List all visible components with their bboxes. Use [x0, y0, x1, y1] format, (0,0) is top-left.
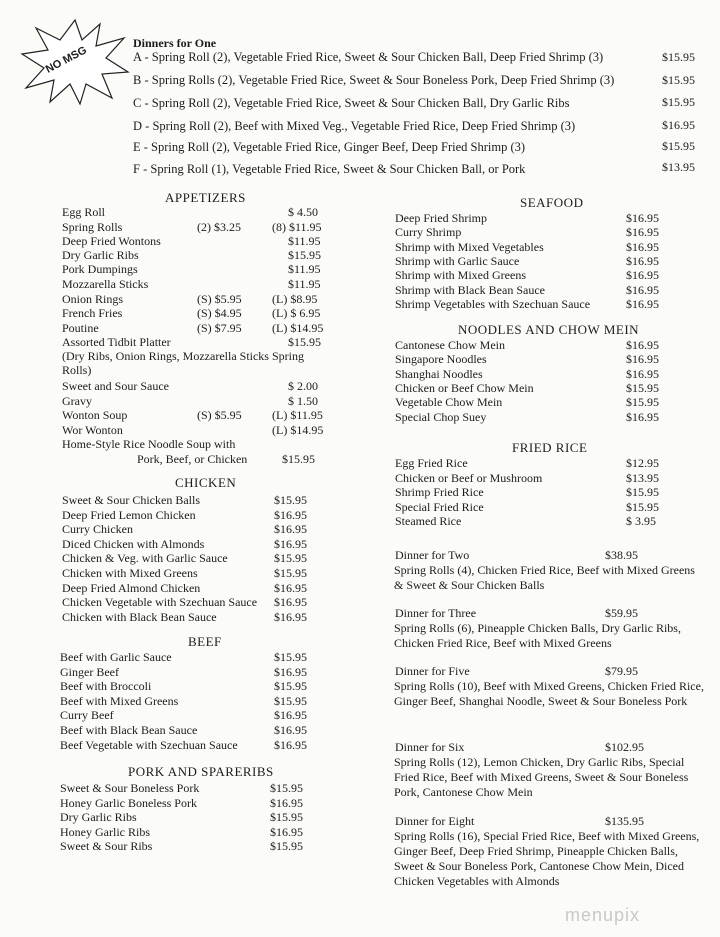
dinners-for-one-title: Dinners for One	[133, 36, 217, 50]
appetizer-small-price: (S) $7.95	[197, 321, 242, 335]
fried-rice-item-name: Egg Fried Rice	[395, 456, 468, 470]
chicken-item-price: $15.95	[274, 566, 307, 580]
seafood-item-price: $16.95	[626, 296, 659, 311]
beef-item-price: $16.95	[274, 737, 307, 752]
beef-item-name: Beef with Garlic Sauce	[60, 650, 172, 664]
chicken-item-name: Curry Chicken	[62, 522, 133, 537]
appetizer-small-price: (S) $5.95	[197, 292, 242, 306]
pork-item-name: Dry Garlic Ribs	[60, 810, 137, 825]
appetizer-price: $ 2.00	[288, 379, 318, 393]
pork-item-name: Honey Garlic Boneless Pork	[60, 795, 197, 810]
fried-rice-item-price: $15.95	[626, 499, 659, 514]
chicken-item-price: $15.95	[274, 551, 307, 566]
appetizer-price: $15.95	[288, 335, 321, 349]
appetizer-name: Poutine	[62, 321, 99, 335]
appetizer-name: Spring Rolls	[62, 220, 123, 234]
appetizer-name: Sweet and Sour Sauce	[62, 379, 169, 393]
noodle-item-name: Cantonese Chow Mein	[395, 338, 505, 352]
seafood-item-price: $16.95	[626, 253, 659, 268]
family-dinner-desc: Spring Rolls (10), Beef with Mixed Greens, Chicken Fried Rice, Ginger Beef, Shanghai Noodle, Sweet & Sour Boneless Pork	[394, 679, 704, 708]
dinner-one-item: D - Spring Roll (2), Beef with Mixed Veg., Vegetable Fried Rice, Deep Fried Shrimp (3)	[133, 119, 576, 133]
pork-item-price: $15.95	[270, 839, 303, 854]
noodle-item-price: $15.95	[626, 395, 659, 410]
chicken-item-name: Chicken Vegetable with Szechuan Sauce	[62, 595, 258, 610]
noodle-item-price: $16.95	[626, 338, 659, 352]
appetizer-price: (L) $14.95	[272, 423, 324, 437]
appetizer-name: Wor Wonton	[62, 423, 123, 437]
appetizer-price: $ 1.50	[288, 394, 318, 408]
noodles-heading: NOODLES AND CHOW MEIN	[458, 322, 640, 337]
dinner-one-item: E - Spring Roll (2), Vegetable Fried Rice, Ginger Beef, Deep Fried Shrimp (3)	[133, 140, 526, 154]
dinner-one-price: $13.95	[662, 160, 695, 174]
pork-item-name: Sweet & Sour Ribs	[60, 839, 153, 854]
appetizer-price: (8) $11.95	[272, 220, 322, 234]
beef-item-price: $16.95	[274, 708, 307, 723]
beef-item-name: Beef Vegetable with Szechuan Sauce	[60, 737, 238, 752]
seafood-item-name: Deep Fried Shrimp	[395, 211, 487, 225]
beef-item-name: Beef with Mixed Greens	[60, 693, 179, 708]
beef-item-price: $16.95	[274, 723, 307, 737]
fried-rice-item-price: $13.95	[626, 470, 659, 485]
chicken-item-name: Sweet & Sour Chicken Balls	[62, 493, 200, 507]
seafood-item-price: $16.95	[626, 239, 659, 254]
appetizers-heading: APPETIZERS	[165, 190, 246, 205]
appetizer-price: (L) $14.95	[272, 321, 324, 335]
dinner-one-price: $16.95	[662, 118, 695, 132]
pork-item-price: $16.95	[270, 824, 303, 839]
pork-item-price: $15.95	[270, 810, 303, 825]
family-dinner-title: Dinner for Six	[395, 740, 465, 754]
beef-item-price: $16.95	[274, 664, 307, 679]
beef-item-name: Beef with Black Bean Sauce	[60, 723, 198, 737]
appetizer-price: (L) $11.95	[272, 408, 323, 422]
appetizer-name: Rolls)	[62, 363, 92, 377]
appetizer-name: Wonton Soup	[62, 408, 128, 422]
noodle-item-price: $16.95	[626, 352, 659, 367]
fried-rice-item-price: $12.95	[626, 456, 659, 470]
dinner-one-item: C - Spring Roll (2), Vegetable Fried Rice, Sweet & Sour Chicken Ball, Dry Garlic Ribs	[133, 96, 570, 110]
appetizer-small-price: (S) $5.95	[197, 408, 242, 422]
appetizer-name: Onion Rings	[62, 292, 124, 306]
family-dinner-desc: Spring Rolls (12), Lemon Chicken, Dry Garlic Ribs, Special Fried Rice, Beef with Mixed Greens, Sweet & Sour Boneless Pork, Cantonese Chow Mein	[394, 755, 689, 799]
pork-item-name: Honey Garlic Ribs	[60, 824, 150, 839]
family-dinner-price: $79.95	[605, 664, 638, 678]
family-dinner-desc: Spring Rolls (6), Pineapple Chicken Balls, Dry Garlic Ribs, Chicken Fried Rice, Beef with Mixed Greens	[394, 621, 681, 650]
appetizer-small-price: (S) $4.95	[197, 306, 242, 320]
fried-rice-item-price: $15.95	[626, 485, 659, 500]
family-dinner-price: $135.95	[605, 814, 644, 828]
noodle-item-price: $16.95	[626, 366, 659, 381]
seafood-item-name: Shrimp with Black Bean Sauce	[395, 282, 545, 297]
appetizer-price: $15.95	[288, 248, 321, 262]
chicken-heading: CHICKEN	[175, 475, 237, 490]
beef-item-price: $15.95	[274, 650, 307, 664]
noodle-item-name: Special Chop Suey	[395, 409, 487, 424]
watermark-text: menupix	[565, 905, 641, 925]
appetizer-name: Home-Style Rice Noodle Soup with	[62, 437, 236, 451]
appetizer-name: Egg Roll	[62, 205, 106, 219]
seafood-item-name: Shrimp with Mixed Greens	[395, 268, 526, 283]
appetizer-name: (Dry Ribs, Onion Rings, Mozzarella Sticks Spring	[62, 349, 304, 363]
seafood-item-name: Shrimp with Mixed Vegetables	[395, 239, 544, 254]
pork-item-price: $16.95	[270, 795, 303, 810]
seafood-item-price: $16.95	[626, 211, 659, 225]
seafood-item-price: $16.95	[626, 282, 659, 297]
dinner-one-item: A - Spring Roll (2), Vegetable Fried Rice, Sweet & Sour Chicken Ball, Deep Fried Shrimp (3)	[133, 50, 604, 64]
appetizer-price: $11.95	[288, 234, 321, 248]
family-dinner-title: Dinner for Eight	[395, 814, 475, 828]
dinners-for-one-section	[0, 0, 720, 180]
noodle-item-name: Vegetable Chow Mein	[395, 395, 503, 410]
fried-rice-item-name: Shrimp Fried Rice	[395, 485, 484, 500]
appetizer-name: French Fries	[62, 306, 123, 320]
fried-rice-heading: FRIED RICE	[512, 440, 588, 455]
dinner-one-price: $15.95	[662, 95, 695, 109]
seafood-item-name: Curry Shrimp	[395, 225, 462, 240]
pork-heading: PORK AND SPARERIBS	[128, 764, 274, 779]
appetizer-name: Dry Garlic Ribs	[62, 248, 139, 262]
family-dinner-desc: Spring Rolls (16), Special Fried Rice, Beef with Mixed Greens, Ginger Beef, Deep Fried Shrimp, Pineapple Chicken Balls, Sweet & Sour Boneless Pork, Cantonese Chow Mein, Diced Chicken Vegetables with Almonds	[394, 829, 700, 888]
chicken-item-price: $16.95	[274, 536, 307, 551]
no-msg-label: NO MSG	[43, 44, 89, 76]
appetizer-price: $ 4.50	[288, 205, 318, 219]
dinner-one-item: F - Spring Roll (1), Vegetable Fried Rice, Sweet & Sour Chicken Ball, or Pork	[133, 162, 526, 176]
beef-heading: BEEF	[188, 634, 222, 649]
noodle-item-price: $16.95	[626, 409, 659, 424]
appetizer-price: $15.95	[282, 452, 315, 466]
fried-rice-item-name: Chicken or Beef or Mushroom	[395, 470, 543, 485]
seafood-item-price: $16.95	[626, 225, 659, 240]
chicken-item-price: $16.95	[274, 595, 307, 610]
noodle-item-price: $15.95	[626, 380, 659, 395]
appetizer-price: (L) $ 6.95	[272, 306, 321, 320]
seafood-item-name: Shrimp with Garlic Sauce	[395, 253, 520, 268]
pork-item-price: $15.95	[270, 781, 303, 795]
family-dinner-price: $38.95	[605, 548, 638, 562]
appetizer-small-price: (2) $3.25	[197, 220, 241, 234]
chicken-item-price: $16.95	[274, 609, 307, 624]
beef-item-price: $15.95	[274, 693, 307, 708]
seafood-heading: SEAFOOD	[520, 195, 584, 210]
noodle-item-name: Shanghai Noodles	[395, 366, 483, 381]
beef-item-name: Curry Beef	[60, 708, 114, 723]
chicken-item-name: Chicken with Mixed Greens	[62, 566, 198, 580]
chicken-item-price: $15.95	[274, 493, 307, 507]
chicken-item-name: Diced Chicken with Almonds	[62, 536, 205, 551]
appetizer-price: (L) $8.95	[272, 292, 318, 306]
appetizer-price: $11.95	[288, 277, 321, 291]
family-dinner-price: $59.95	[605, 606, 638, 620]
dinner-one-price: $15.95	[662, 50, 695, 64]
appetizer-name: Assorted Tidbit Platter	[62, 335, 171, 349]
family-dinner-desc: Spring Rolls (4), Chicken Fried Rice, Beef with Mixed Greens & Sweet & Sour Chicken Balls	[394, 563, 695, 592]
chicken-item-price: $16.95	[274, 522, 307, 537]
chicken-item-name: Deep Fried Almond Chicken	[62, 580, 201, 595]
chicken-item-price: $16.95	[274, 580, 307, 595]
chicken-item-name: Chicken & Veg. with Garlic Sauce	[62, 551, 228, 566]
fried-rice-item-price: $ 3.95	[626, 514, 656, 529]
appetizer-name: Pork Dumpings	[62, 262, 138, 276]
appetizer-price: $11.95	[288, 262, 321, 276]
family-dinner-title: Dinner for Five	[395, 664, 470, 678]
family-dinner-title: Dinner for Two	[395, 548, 470, 562]
family-dinner-title: Dinner for Three	[395, 606, 477, 620]
dinner-one-item: B - Spring Rolls (2), Vegetable Fried Rice, Sweet & Sour Boneless Pork, Deep Fried Shrimp (3)	[133, 73, 615, 87]
appetizer-name: Mozzarella Sticks	[62, 277, 149, 291]
fried-rice-item-name: Steamed Rice	[395, 514, 462, 529]
pork-item-name: Sweet & Sour Boneless Pork	[60, 781, 200, 795]
beef-item-name: Beef with Broccoli	[60, 679, 152, 694]
chicken-item-name: Deep Fried Lemon Chicken	[62, 507, 196, 522]
noodle-item-name: Chicken or Beef Chow Mein	[395, 380, 534, 395]
dinner-one-price: $15.95	[662, 73, 695, 87]
appetizer-name: Deep Fried Wontons	[62, 234, 161, 248]
fried-rice-item-name: Special Fried Rice	[395, 499, 484, 514]
family-dinner-price: $102.95	[605, 740, 644, 754]
appetizer-name: Pork, Beef, or Chicken	[137, 452, 248, 466]
appetizer-name: Gravy	[62, 394, 92, 408]
chicken-item-name: Chicken with Black Bean Sauce	[62, 609, 217, 624]
seafood-item-name: Shrimp Vegetables with Szechuan Sauce	[395, 296, 591, 311]
seafood-item-price: $16.95	[626, 268, 659, 283]
beef-item-price: $15.95	[274, 679, 307, 694]
beef-item-name: Ginger Beef	[60, 664, 119, 679]
dinner-one-price: $15.95	[662, 139, 695, 153]
noodle-item-name: Singapore Noodles	[395, 352, 487, 367]
chicken-item-price: $16.95	[274, 507, 307, 522]
